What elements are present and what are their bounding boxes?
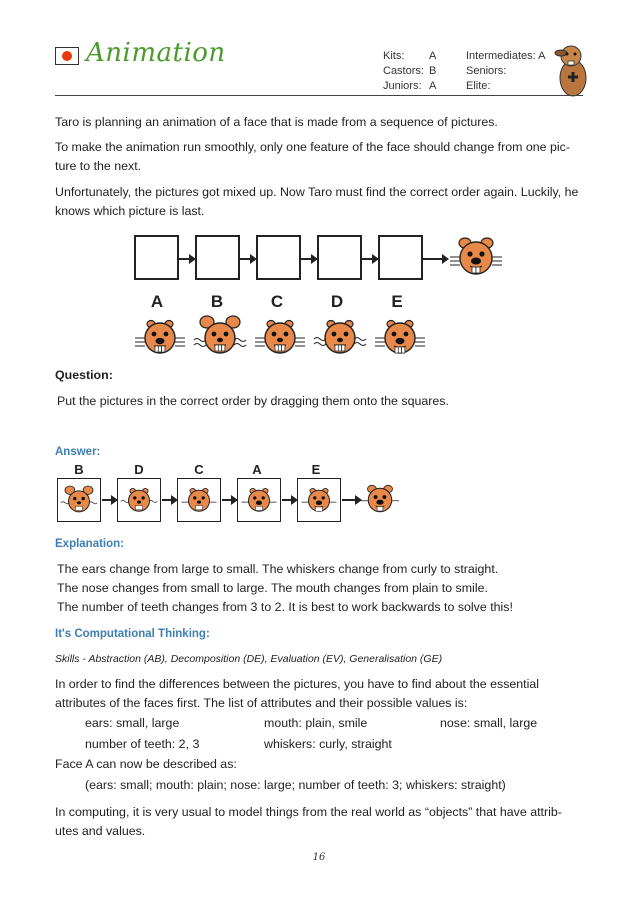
ct-paragraph-1a: In order to find the differences between the pictures, you have to find about the essential <box>55 677 540 691</box>
attr-nose: nose: small, large <box>440 716 538 730</box>
ct-paragraph-2a: In computing, it is very usual to model things from the real world as “objects” that have attrib- <box>55 805 562 819</box>
category-row: Seniors: <box>466 65 507 77</box>
ct-heading: It's Computational Thinking: <box>55 628 210 640</box>
drop-square-4[interactable] <box>317 235 362 280</box>
question-heading: Question: <box>55 368 113 382</box>
question-text: Put the pictures in the correct order by dragging them onto the squares. <box>57 394 449 408</box>
category-row: Castors: B <box>383 65 437 77</box>
intro-paragraph-3a: Unfortunately, the pictures got mixed up. Now Taro must find the correct order again. Luckily, he <box>55 185 579 199</box>
category-row: Kits: A <box>383 50 437 62</box>
intro-paragraph-2a: To make the animation run smoothly, only one feature of the face should change from one pic- <box>55 140 570 154</box>
attr-mouth: mouth: plain, smile <box>264 716 368 730</box>
japan-flag-icon <box>55 47 79 65</box>
beaver-mascot-icon <box>553 42 593 100</box>
drop-square-1[interactable] <box>134 235 179 280</box>
attr-whiskers: whiskers: curly, straight <box>264 737 392 751</box>
arrow-icon <box>179 258 194 260</box>
answer-heading: Answer: <box>55 446 101 458</box>
letter-label-d: D <box>330 292 344 311</box>
letter-label-a: A <box>150 292 164 311</box>
arrow-icon <box>240 258 255 260</box>
answer-square-4 <box>237 478 281 522</box>
arrow-icon <box>102 499 116 501</box>
ct-paragraph-2b: utes and values. <box>55 824 146 838</box>
answer-letter-5: E <box>311 462 321 477</box>
face-a-intro: Face A can now be described as: <box>55 757 237 771</box>
beaver-face-d-icon[interactable] <box>310 312 370 362</box>
answer-square-3 <box>177 478 221 522</box>
arrow-icon <box>162 499 176 501</box>
beaver-face-e-icon[interactable] <box>370 312 430 362</box>
ct-paragraph-1b: attributes of the faces first. The list of attributes and their possible values is: <box>55 696 468 710</box>
category-row: Juniors: A <box>383 80 437 92</box>
answer-square-5 <box>297 478 341 522</box>
beaver-face-e-icon <box>298 479 340 521</box>
attr-ears: ears: small, large <box>85 716 180 730</box>
intro-paragraph-1: Taro is planning an animation of a face that is made from a sequence of pictures. <box>55 115 498 129</box>
arrow-icon <box>222 499 236 501</box>
category-list-left <box>383 49 436 94</box>
intro-paragraph-3b: knows which picture is last. <box>55 204 205 218</box>
beaver-face-c-icon <box>178 479 220 521</box>
answer-letter-3: C <box>194 462 204 477</box>
ct-skills: Skills - Abstraction (AB), Decomposition (DE), Evaluation (EV), Generalisation (GE) <box>55 653 443 665</box>
arrow-icon <box>362 258 377 260</box>
header-divider <box>55 95 583 96</box>
page-title: Animation <box>86 38 226 68</box>
category-row: Elite: <box>466 80 491 92</box>
explanation-line-2: The nose changes from small to large. The mouth changes from plain to smile. <box>57 581 488 595</box>
explanation-line-1: The ears change from large to small. The whiskers change from curly to straight. <box>57 562 499 576</box>
beaver-face-c-icon[interactable] <box>250 312 310 362</box>
category-row: Intermediates: A <box>466 50 546 62</box>
arrow-icon <box>301 258 316 260</box>
drop-square-2[interactable] <box>195 235 240 280</box>
explanation-line-3: The number of teeth changes from 3 to 2. It is best to work backwards to solve this! <box>57 600 513 614</box>
beaver-face-a-icon <box>238 479 280 521</box>
answer-letter-1: B <box>74 462 84 477</box>
face-a-description: (ears: small; mouth: plain; nose: large; number of teeth: 3; whiskers: straight) <box>85 778 506 792</box>
category-list-right <box>466 49 546 94</box>
beaver-face-b-icon <box>58 479 100 521</box>
beaver-face-a-icon[interactable] <box>130 312 190 362</box>
answer-letter-4: A <box>252 462 262 477</box>
answer-square-2 <box>117 478 161 522</box>
intro-paragraph-2b: ture to the next. <box>55 159 142 173</box>
attr-teeth: number of teeth: 2, 3 <box>85 737 200 751</box>
letter-label-b: B <box>210 292 224 311</box>
drop-square-5[interactable] <box>378 235 423 280</box>
answer-letter-2: D <box>134 462 144 477</box>
beaver-face-b-icon[interactable] <box>190 310 250 362</box>
arrow-icon <box>282 499 296 501</box>
beaver-face-d-icon <box>118 479 160 521</box>
beaver-face-final-icon <box>446 230 506 286</box>
page-number: 16 <box>312 852 326 863</box>
arrow-icon <box>423 258 447 260</box>
letter-label-c: C <box>270 292 284 311</box>
letter-label-e: E <box>391 292 403 311</box>
answer-square-1 <box>57 478 101 522</box>
drop-square-3[interactable] <box>256 235 301 280</box>
explanation-heading: Explanation: <box>55 538 125 550</box>
beaver-face-final-icon <box>358 478 402 522</box>
